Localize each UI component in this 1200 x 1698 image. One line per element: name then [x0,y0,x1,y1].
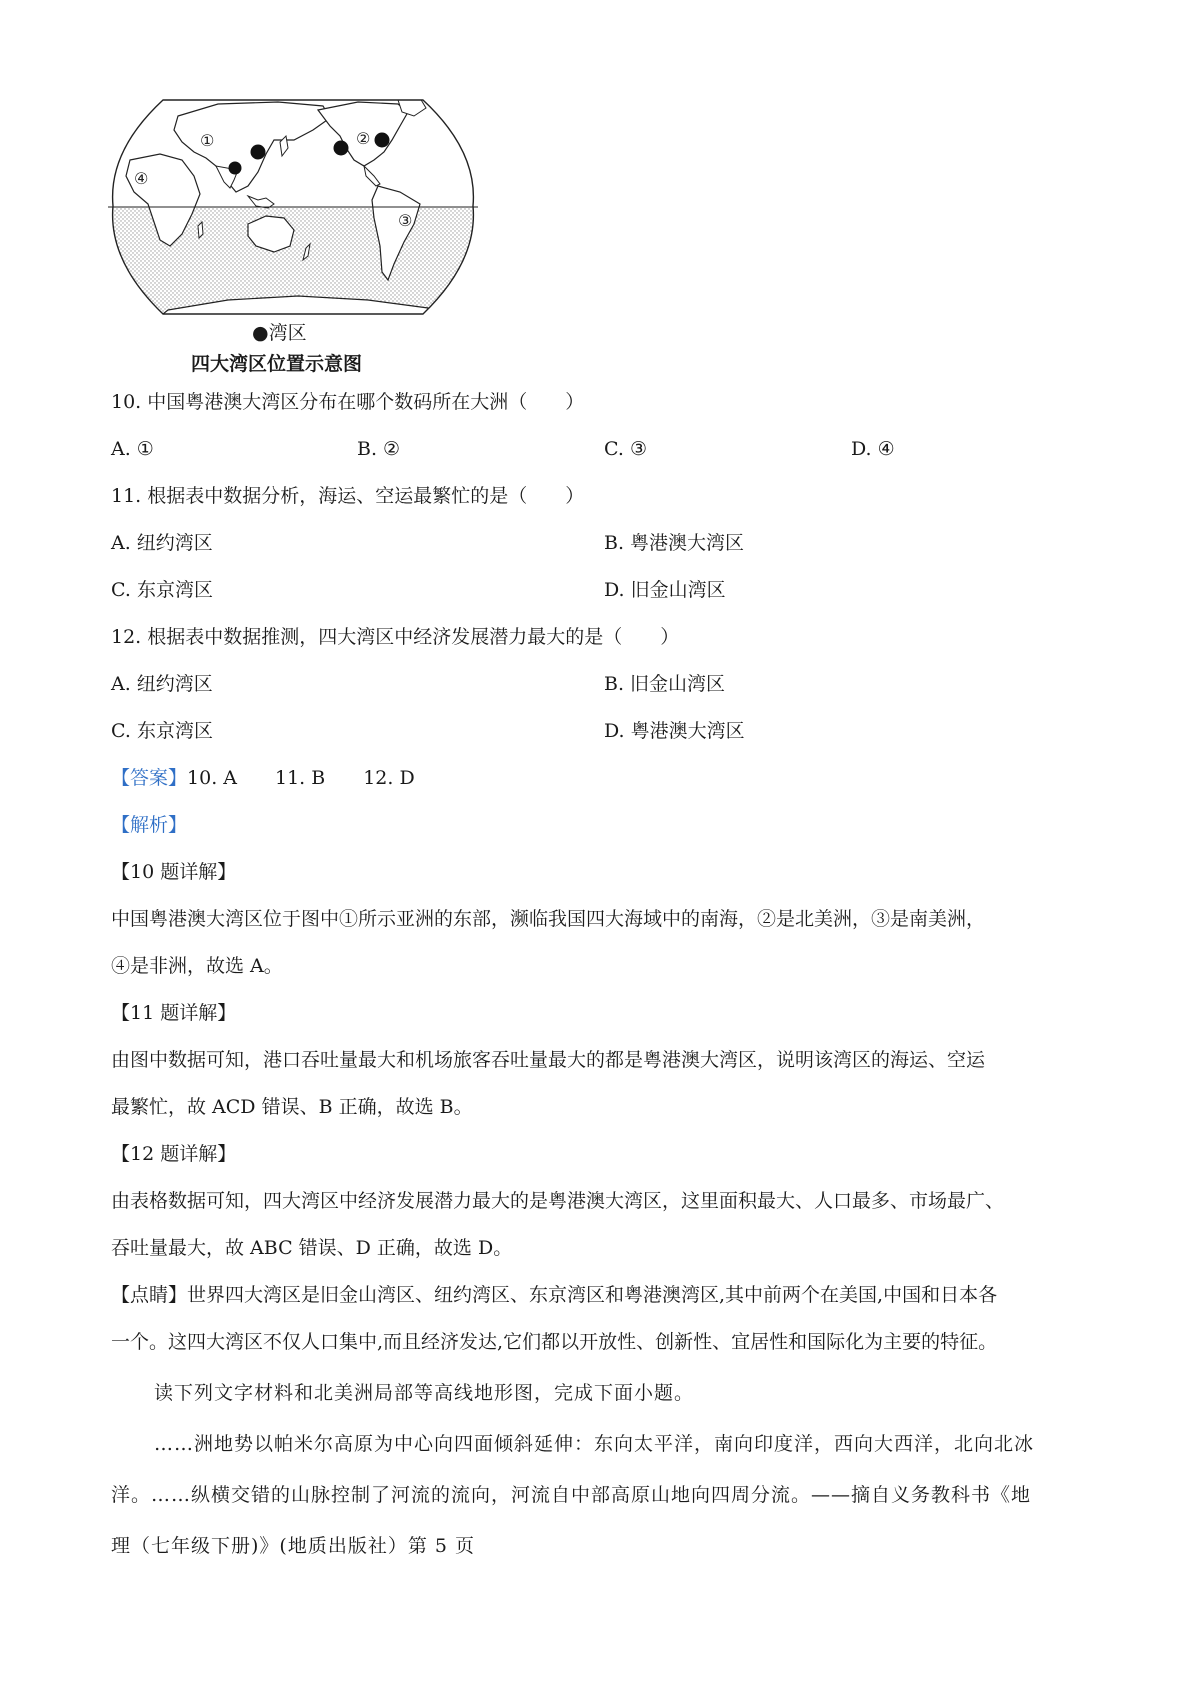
detail-10-line-1: 中国粤港澳大湾区位于图中①所示亚洲的东部，濒临我国四大海域中的南海，②是北美洲，③是南美洲， [111,908,986,930]
bay-area-dot [375,133,390,148]
q10-option-d: D. ④ [851,438,895,460]
map-label-3: ③ [398,211,413,230]
q12-option-b: B. 旧金山湾区 [604,673,726,695]
detail-10-line-2: ④是非洲，故选 A。 [111,955,283,977]
reading-line-2: 洋。……纵横交错的山脉控制了河流的流向，河流自中部高原山地向四周分流。——摘自义务教科书《地 [111,1484,1032,1506]
q12-option-c: C. 东京湾区 [111,720,213,742]
q11-option-b: B. 粤港澳大湾区 [604,532,745,554]
q11-option-c: C. 东京湾区 [111,579,213,601]
detail-12-title: 【12 题详解】 [111,1143,237,1165]
reading-intro: 读下列文字材料和北美洲局部等高线地形图，完成下面小题。 [154,1382,695,1404]
q10-option-b: B. ② [357,438,401,460]
answer-tag: 【答案】 [111,767,188,789]
map-legend: ●湾区 [252,322,307,344]
question-10-stem: 10. 中国粤港澳大湾区分布在哪个数码所在大洲（ ） [111,391,585,413]
detail-10-title: 【10 题详解】 [111,861,237,883]
answer-line [111,766,415,790]
question-12-stem: 12. 根据表中数据推测，四大湾区中经济发展潜力最大的是（ ） [111,626,680,648]
q12-option-a: A. 纽约湾区 [111,673,213,695]
answer-text: 10. A 11. B 12. D [187,767,415,789]
q12-option-d: D. 粤港澳大湾区 [604,720,745,742]
detail-12-line-1: 由表格数据可知，四大湾区中经济发展潜力最大的是粤港澳大湾区，这里面积最大、人口最多、市场最广、 [111,1190,1005,1212]
q11-option-d: D. 旧金山湾区 [604,579,726,601]
analysis-tag: 【解析】 [111,814,188,836]
reading-line-3: 理（七年级下册)》(地质出版社）第 5 页 [111,1535,475,1557]
q10-option-c: C. ③ [604,438,647,460]
detail-11-title: 【11 题详解】 [111,1002,237,1024]
reading-line-1: ……洲地势以帕米尔高原为中心向四面倾斜延伸：东向太平洋，南向印度洋，西向大西洋，北向北冰 [154,1433,1035,1455]
detail-12-line-2: 吞吐量最大，故 ABC 错误、D 正确，故选 D。 [111,1237,513,1259]
q11-option-a: A. 纽约湾区 [111,532,213,554]
question-11-stem: 11. 根据表中数据分析，海运、空运最繁忙的是（ ） [111,485,585,507]
figure-caption: 四大湾区位置示意图 [191,353,363,375]
bay-area-dot [251,145,266,160]
world-map-figure [108,96,478,318]
map-label-1: ① [200,131,215,150]
detail-11-line-2: 最繁忙，故 ACD 错误、B 正确，故选 B。 [111,1096,473,1118]
tip-line-1: 【点睛】世界四大湾区是旧金山湾区、纽约湾区、东京湾区和粤港澳湾区,其中前两个在美国,中国和日本各 [111,1284,998,1306]
bay-area-dot [229,162,242,175]
detail-11-line-1: 由图中数据可知，港口吞吐量最大和机场旅客吞吐量最大的都是粤港澳大湾区，说明该湾区的海运、空运 [111,1049,986,1071]
map-label-2: ② [356,129,371,148]
map-label-4: ④ [134,169,149,188]
bay-area-dot [334,141,349,156]
q10-option-a: A. ① [111,438,154,460]
tip-line-2: 一个。这四大湾区不仅人口集中,而且经济发达,它们都以开放性、创新性、宜居性和国际化为主要的特征。 [111,1331,998,1353]
